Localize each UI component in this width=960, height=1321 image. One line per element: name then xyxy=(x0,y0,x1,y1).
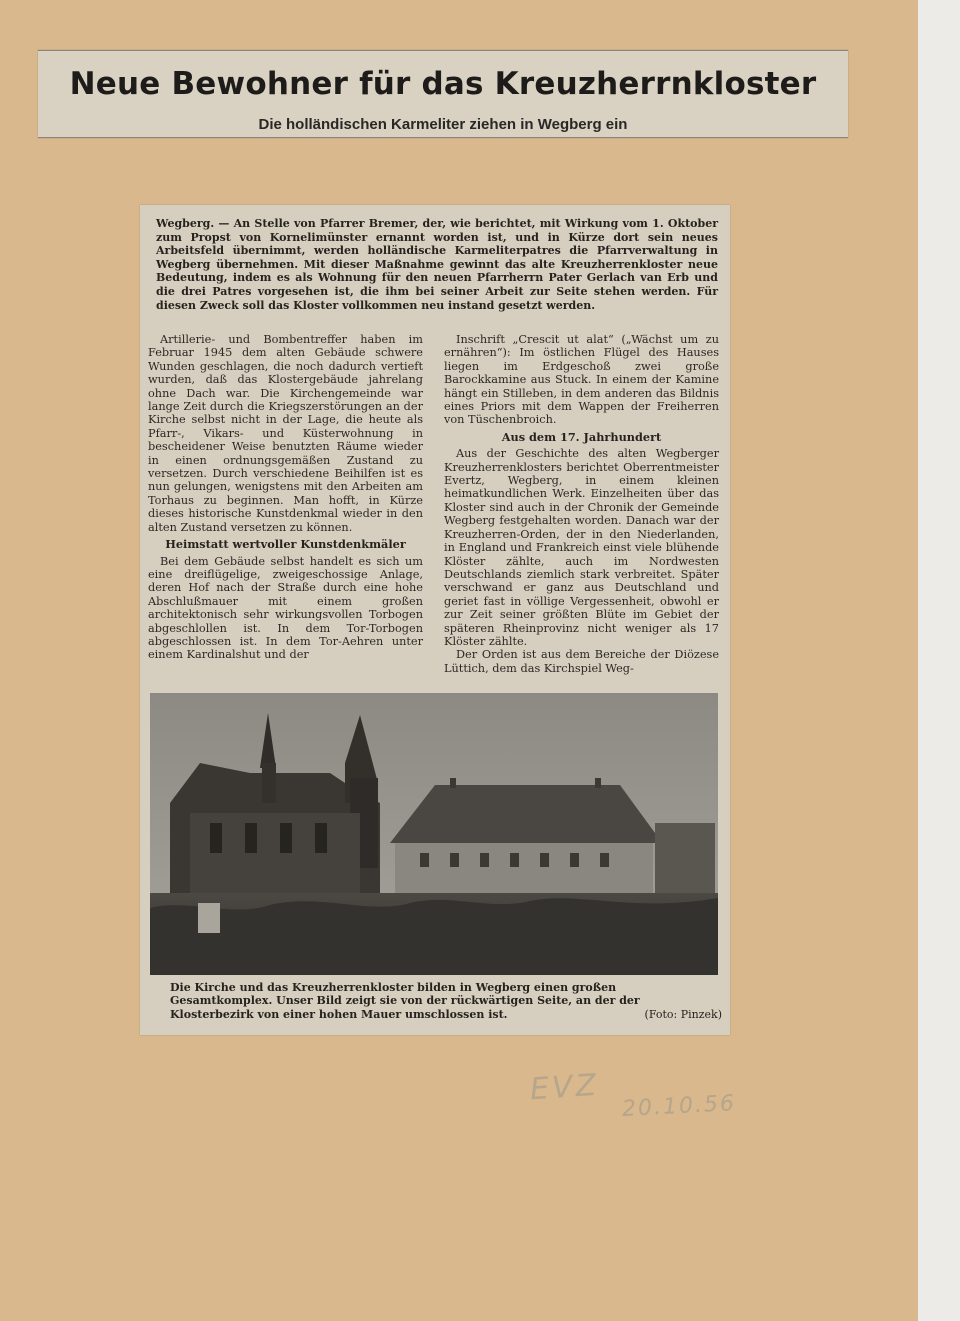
headline-bottom-rule xyxy=(38,137,848,138)
article-column-left xyxy=(148,333,423,662)
left-paragraph-1: Artillerie- und Bombentreffer haben im Februar 1945 dem alten Gebäude schwere Wunden geschlagen, die noch dadurch vertieft wurden, daß das Klostergebäude jahrelang ohne Dach war. Die Kirchengemeinde war lange Zeit durch die Kriegszerstörungen an der Kirche selbst nicht in der Lage, die heute als Pfarr-, Vikars- und Küsterwohnung in bescheidener Weise benutzten Räume wieder in einen ordnungsgemäßen Zustand zu versetzen. Durch verschiedene Beihilfen ist es nun gelungen, wenigstens mit den Arbeiten am Torhaus zu beginnen. Man hofft, in Kürze dieses historische Kunstdenkmal wieder in den alten Zustand versetzen zu können. xyxy=(148,333,423,534)
headline-top-rule xyxy=(38,50,848,51)
article-column-right xyxy=(444,333,719,675)
headline-clipping xyxy=(38,50,848,138)
scan-background xyxy=(918,0,960,1321)
caption-text: Die Kirche und das Kreuzherrenkloster bilden in Wegberg einen großen Gesamtkomplex. Unser Bild zeigt sie von der rückwärtigen Seite, an der der Klosterbezirk von einer hohen Mauer umschlossen ist. xyxy=(170,981,640,1021)
right-subheading: Aus dem 17. Jahrhundert xyxy=(501,429,662,444)
right-paragraph-2: Aus der Geschichte des alten Wegberger Kreuzherrenklosters berichtet Oberrentmeister Evertz, Wegberg, in einem kleinen heimatkundlichen Werk. Einzelheiten über das Kloster sind auch in der Chronik der Gemeinde Wegberg festgehalten worden. Danach war der Kreuzherren-Orden, der in den Niederlanden, in England und Frankreich einst viele blühende Klöster zählte, auch im Nordwesten Deutschlands ziemlich stark verbreitet. Später verschwand er ganz aus Deutschland und geriet fast in völlige Vergessenheit, obwohl er zur Zeit seiner größten Blüte im Gebiet der späteren Rheinprovinz nicht weniger als 17 Klöster zählte. xyxy=(444,447,719,648)
handwritten-date: 20.10.56 xyxy=(621,1091,737,1122)
photo-credit: (Foto: Pinzek) xyxy=(644,1007,722,1021)
photo-caption xyxy=(170,981,722,1021)
right-paragraph-1: Inschrift „Crescit ut alat“ („Wächst um zu ernähren“): Im östlichen Flügel des Hauses liegen im Erdgeschoß zwei große Barockkamine aus Stuck. In einem der Kamine hängt ein Stilleben, in dem anderen das Bildnis eines Priors mit dem Wappen der Freiherren von Tüschenbroich. xyxy=(444,333,719,427)
left-paragraph-2: Bei dem Gebäude selbst handelt es sich um eine dreiflügelige, zweigeschossige Anlage, deren Hof nach der Straße durch eine hohe Abschlußmauer mit einem großen architektonisch sehr wirkungsvollen Torbogen abgeschlollen ist. In dem Tor-Torbogen abgeschlossen ist. In dem Tor-Aehren unter einem Kardinalshut und der xyxy=(148,554,423,662)
article-lead: Wegberg. — An Stelle von Pfarrer Bremer, der, wie berichtet, mit Wirkung vom 1. Oktober zum Propst von Kornelimünster ernannt worden ist, und in Kürze dort sein neues Arbeitsfeld übernimmt, werden holländische Karmeliterpatres die Pfarrverwaltung in Wegberg übernehmen. Mit dieser Maßnahme gewinnt das alte Kreuzherrenkloster neue Bedeutung, indem es als Wohnung für den neuen Pfarrherrn Pater Gerlach van Erb und die drei Patres vorgesehen ist, die ihm bei seiner Arbeit zur Seite stehen werden. Für diesen Zweck soll das Kloster vollkommen neu instand gesetzt werden. xyxy=(156,217,718,312)
right-paragraph-3: Der Orden ist aus dem Bereiche der Diözese Lüttich, dem das Kirchspiel Weg- xyxy=(444,648,719,675)
church-monastery-photo xyxy=(150,693,718,975)
article-subtitle: Die holländischen Karmeliter ziehen in Wegberg ein xyxy=(258,116,628,133)
handwritten-initials: EVZ xyxy=(528,1067,601,1108)
article-title: Neue Bewohner für das Kreuzherrnkloster xyxy=(69,66,817,102)
left-subheading: Heimstatt wertvoller Kunstdenkmäler xyxy=(165,537,406,552)
article-clipping xyxy=(140,205,730,1035)
